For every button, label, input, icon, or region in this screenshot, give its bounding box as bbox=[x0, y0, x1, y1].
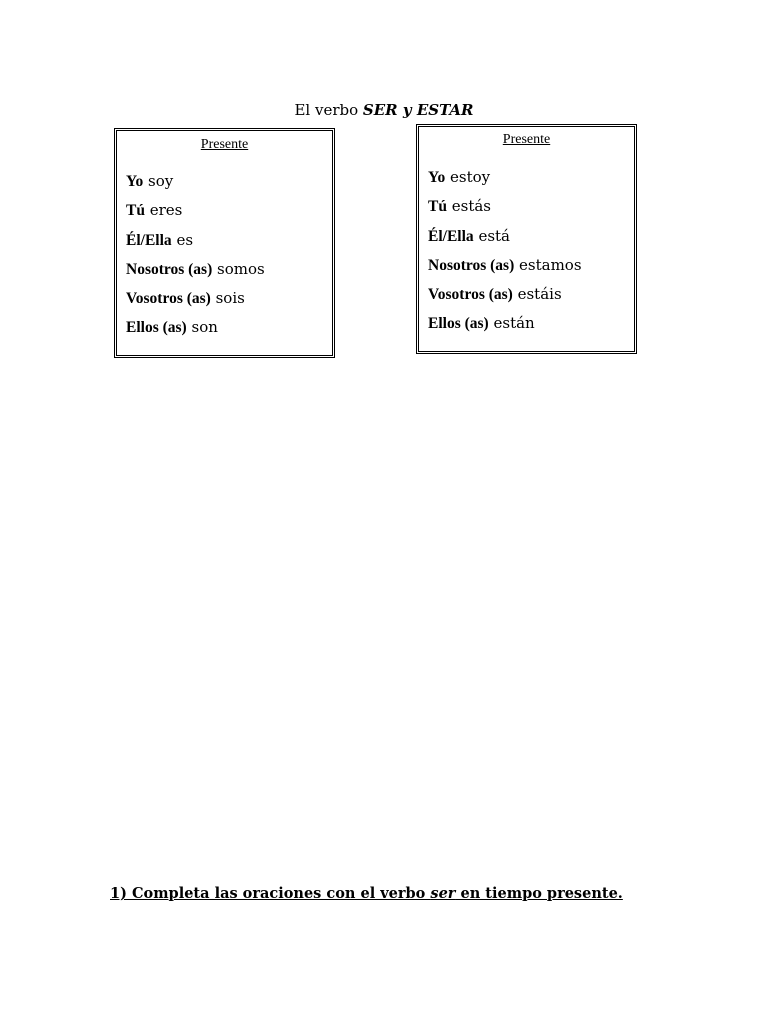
ser-table-rows bbox=[126, 171, 328, 347]
exercise-verb: ser bbox=[430, 885, 456, 902]
verb-form: soy bbox=[148, 172, 174, 190]
pronoun: Nosotros (as) bbox=[428, 256, 515, 274]
title-connector: y bbox=[402, 101, 412, 119]
pronoun: Nosotros (as) bbox=[126, 260, 213, 278]
verb-form: estáis bbox=[517, 285, 562, 304]
pronoun: Ellos (as) bbox=[126, 319, 187, 337]
estar-row bbox=[428, 167, 630, 196]
ser-row bbox=[126, 288, 328, 317]
pronoun: Él/Ella bbox=[126, 231, 172, 249]
pronoun: Tú bbox=[126, 202, 145, 220]
pronoun: Vosotros (as) bbox=[428, 286, 513, 304]
verb-form: está bbox=[478, 226, 510, 245]
estar-row bbox=[428, 284, 630, 313]
title-prefix: El verbo bbox=[294, 101, 363, 119]
pronoun: Él/Ella bbox=[428, 227, 474, 245]
ser-row bbox=[126, 200, 328, 229]
exercise-suffix: en tiempo presente. bbox=[455, 885, 623, 902]
estar-table-header: Presente bbox=[502, 132, 551, 147]
pronoun: Vosotros (as) bbox=[126, 290, 211, 308]
verb-form: eres bbox=[149, 201, 183, 220]
estar-table-rows bbox=[428, 167, 630, 343]
page-title bbox=[0, 100, 768, 120]
pronoun: Tú bbox=[428, 198, 447, 216]
verb-form: sois bbox=[215, 289, 245, 308]
estar-row bbox=[428, 196, 630, 225]
verb-form: estoy bbox=[450, 168, 491, 186]
exercise-prefix: 1) Completa las oraciones con el verbo bbox=[110, 885, 431, 902]
pronoun: Ellos (as) bbox=[428, 315, 489, 333]
pronoun: Yo bbox=[126, 173, 144, 190]
verb-form: son bbox=[191, 318, 218, 337]
pronoun: Yo bbox=[428, 169, 446, 186]
ser-table-header: Presente bbox=[200, 137, 249, 152]
estar-row bbox=[428, 255, 630, 284]
verb-form: estamos bbox=[519, 255, 582, 274]
title-verb-estar: ESTAR bbox=[416, 101, 474, 119]
ser-row bbox=[126, 259, 328, 288]
ser-row bbox=[126, 171, 328, 200]
verb-form: somos bbox=[217, 259, 265, 278]
ser-conjugation-table bbox=[114, 128, 335, 358]
title-verb-ser: SER bbox=[362, 101, 398, 119]
verb-form: están bbox=[493, 314, 535, 333]
ser-row bbox=[126, 230, 328, 259]
verb-form: estás bbox=[451, 197, 491, 216]
estar-row bbox=[428, 226, 630, 255]
ser-row bbox=[126, 317, 328, 346]
estar-conjugation-table bbox=[416, 124, 637, 354]
estar-row bbox=[428, 313, 630, 342]
verb-form: es bbox=[176, 230, 194, 249]
exercise-instruction bbox=[110, 885, 623, 902]
